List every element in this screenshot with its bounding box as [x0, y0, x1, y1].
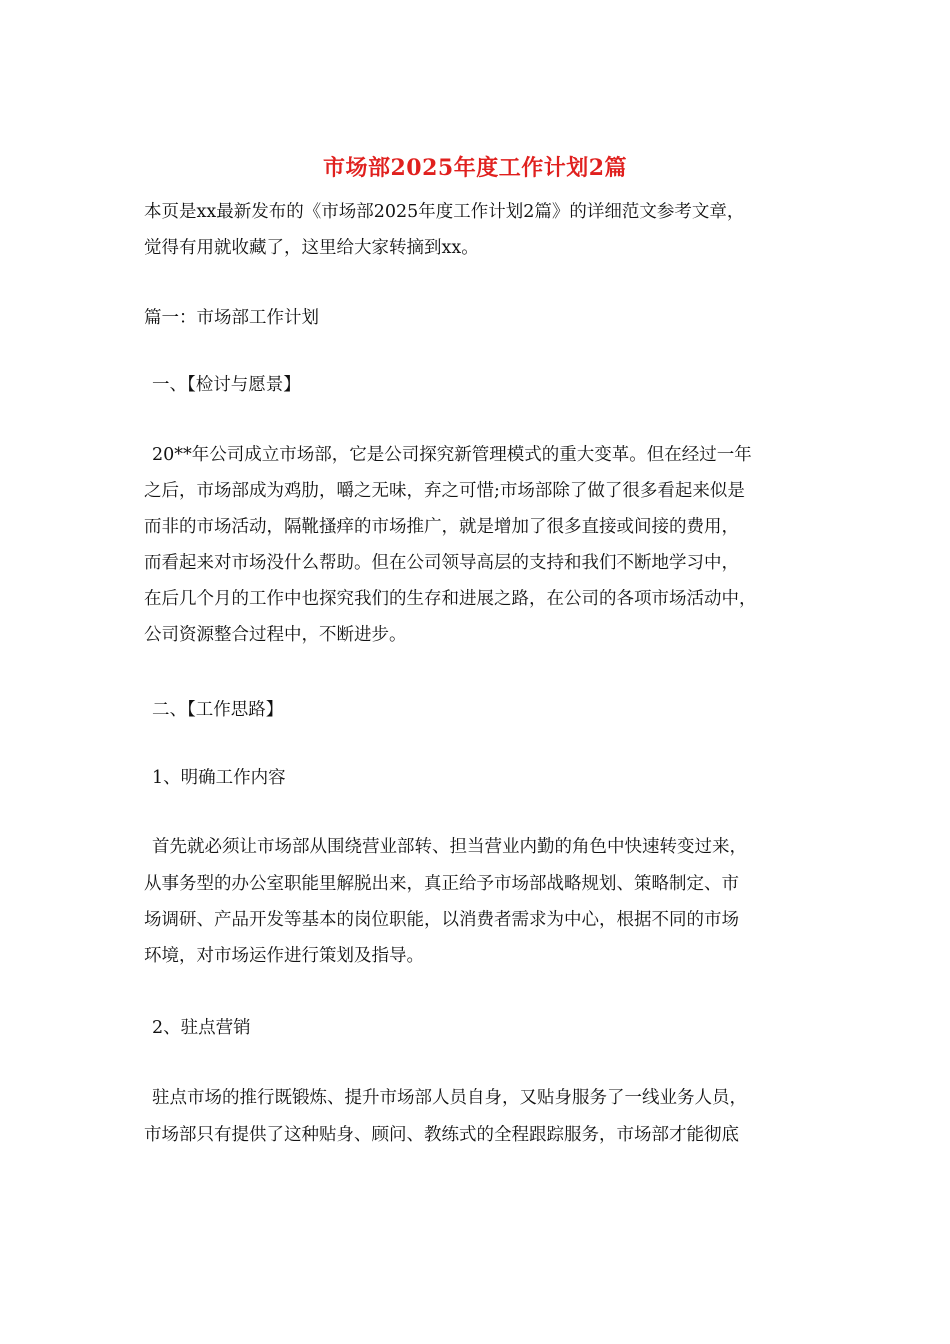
part-one-heading: 篇一：市场部工作计划: [144, 308, 319, 328]
item-one-paragraph-line: 首先就必须让市场部从围绕营业部转、担当营业内勤的角色中快速转变过来，: [152, 837, 747, 857]
document-title: 市场部2025年度工作计划2篇: [322, 155, 628, 181]
section-one-paragraph-line: 之后，市场部成为鸡肋，嚼之无味，弃之可惜;市场部除了做了很多看起来似是: [144, 481, 745, 501]
section-one-paragraph-line: 而非的市场活动，隔靴搔痒的市场推广，就是增加了很多直接或间接的费用，: [144, 517, 739, 537]
item-one-paragraph-line: 场调研、产品开发等基本的岗位职能，以消费者需求为中心，根据不同的市场: [144, 910, 739, 930]
item-two-paragraph-line: 市场部只有提供了这种贴身、顾问、教练式的全程跟踪服务，市场部才能彻底: [144, 1125, 739, 1145]
section-one-paragraph-line: 公司资源整合过程中，不断进步。: [144, 625, 407, 645]
section-two-heading: 二、【工作思路】: [152, 700, 284, 720]
section-one-heading: 一、【检讨与愿景】: [152, 375, 301, 395]
section-one-paragraph-line: 20**年公司成立市场部，它是公司探究新管理模式的重大变革。但在经过一年: [152, 445, 752, 465]
section-one-paragraph-line: 而看起来对市场没什么帮助。但在公司领导高层的支持和我们不断地学习中，: [144, 553, 739, 573]
item-one-paragraph-line: 环境，对市场运作进行策划及指导。: [144, 946, 424, 966]
item-two-heading: 2、驻点营销: [152, 1018, 251, 1038]
section-one-paragraph-line: 在后几个月的工作中也探究我们的生存和进展之路，在公司的各项市场活动中，: [144, 589, 757, 609]
intro-line: 觉得有用就收藏了，这里给大家转摘到xx。: [144, 238, 479, 258]
item-two-paragraph-line: 驻点市场的推行既锻炼、提升市场部人员自身，又贴身服务了一线业务人员，: [152, 1088, 747, 1108]
intro-line: 本页是xx最新发布的《市场部2025年度工作计划2篇》的详细范文参考文章，: [144, 202, 745, 222]
item-one-paragraph-line: 从事务型的办公室职能里解脱出来，真正给予市场部战略规划、策略制定、市: [144, 874, 739, 894]
item-one-heading: 1、明确工作内容: [152, 768, 286, 788]
